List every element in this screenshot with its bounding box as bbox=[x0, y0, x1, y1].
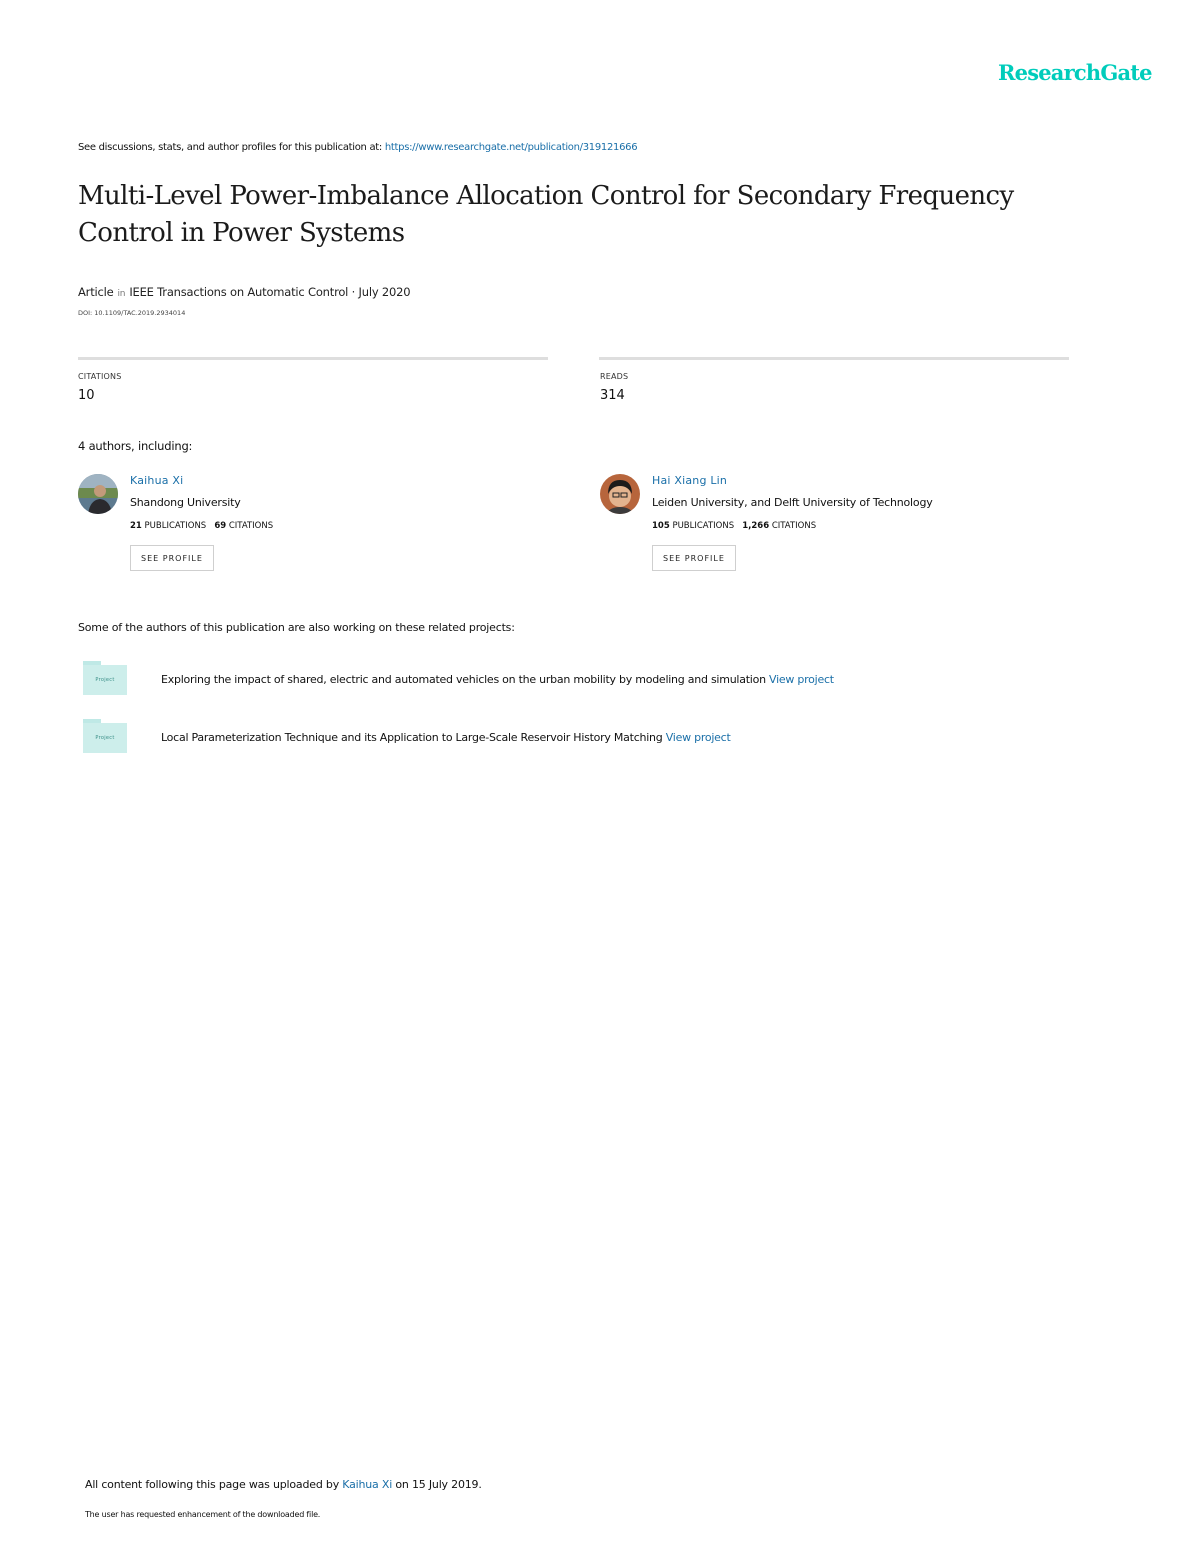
publications-count: 105 bbox=[652, 521, 670, 531]
publications-label: PUBLICATIONS bbox=[672, 521, 735, 531]
citations-label: CITATIONS bbox=[771, 521, 817, 531]
citations-label: CITATIONS bbox=[78, 372, 122, 381]
author-name-link[interactable]: Hai Xiang Lin bbox=[652, 474, 728, 487]
publication-title: Multi-Level Power-Imbalance Allocation Control for Secondary Frequency Control in Power Systems bbox=[78, 181, 1014, 248]
see-profile-button[interactable]: SEE PROFILE bbox=[652, 545, 736, 571]
upload-note bbox=[85, 1478, 482, 1491]
project-icon-label: Project bbox=[95, 677, 115, 683]
view-project-link[interactable]: View project bbox=[665, 731, 731, 744]
author-stats bbox=[130, 521, 273, 531]
view-project-link[interactable]: View project bbox=[769, 673, 834, 686]
publication-url-link[interactable]: https://www.researchgate.net/publication/319121666 bbox=[384, 142, 638, 153]
citations-label: CITATIONS bbox=[228, 521, 274, 531]
authors-heading: 4 authors, including: bbox=[78, 439, 193, 453]
publications-label: PUBLICATIONS bbox=[144, 521, 207, 531]
author-affiliation: Shandong University bbox=[130, 496, 241, 509]
citations-value: 10 bbox=[78, 388, 95, 403]
project-item bbox=[161, 673, 834, 686]
project-title: Exploring the impact of shared, electric and automated vehicles on the urban mobility by modeling and simulation bbox=[161, 673, 770, 686]
publication-meta bbox=[78, 285, 410, 299]
author-name-link[interactable]: Kaihua Xi bbox=[130, 474, 184, 487]
project-item bbox=[161, 731, 731, 744]
enhancement-note: The user has requested enhancement of the downloaded file. bbox=[85, 1510, 321, 1519]
researchgate-logo[interactable]: ResearchGate bbox=[998, 60, 1152, 85]
publication-type: Article bbox=[78, 285, 114, 299]
citations-count: 1,266 bbox=[742, 521, 770, 531]
reads-divider bbox=[599, 357, 1069, 360]
citations-count: 69 bbox=[214, 521, 227, 531]
related-projects-heading: Some of the authors of this publication are also working on these related projects: bbox=[78, 621, 515, 634]
publication-doi: DOI: 10.1109/TAC.2019.2934014 bbox=[78, 309, 186, 317]
see-discussions-text: See discussions, stats, and author profiles for this publication at: bbox=[78, 142, 385, 153]
meta-separator: in bbox=[117, 289, 126, 299]
reads-value: 314 bbox=[600, 388, 625, 403]
see-discussions-line bbox=[78, 142, 637, 153]
upload-suffix: on 15 July 2019. bbox=[392, 1478, 482, 1491]
author-affiliation: Leiden University, and Delft University of Technology bbox=[652, 496, 933, 509]
uploader-link[interactable]: Kaihua Xi bbox=[342, 1478, 393, 1491]
see-profile-button[interactable]: SEE PROFILE bbox=[130, 545, 214, 571]
project-folder-icon bbox=[83, 661, 127, 695]
publications-count: 21 bbox=[130, 521, 142, 531]
citations-divider bbox=[78, 357, 548, 360]
upload-prefix: All content following this page was uploaded by bbox=[85, 1478, 343, 1491]
project-folder-icon bbox=[83, 719, 127, 753]
author-avatar[interactable] bbox=[600, 474, 640, 514]
reads-label: READS bbox=[600, 372, 629, 381]
author-stats bbox=[652, 521, 816, 531]
author-avatar[interactable] bbox=[78, 474, 118, 514]
project-icon-label: Project bbox=[95, 735, 115, 741]
journal-line: IEEE Transactions on Automatic Control · July 2020 bbox=[129, 285, 411, 299]
project-title: Local Parameterization Technique and its Application to Large-Scale Reservoir History Matching bbox=[161, 731, 666, 744]
